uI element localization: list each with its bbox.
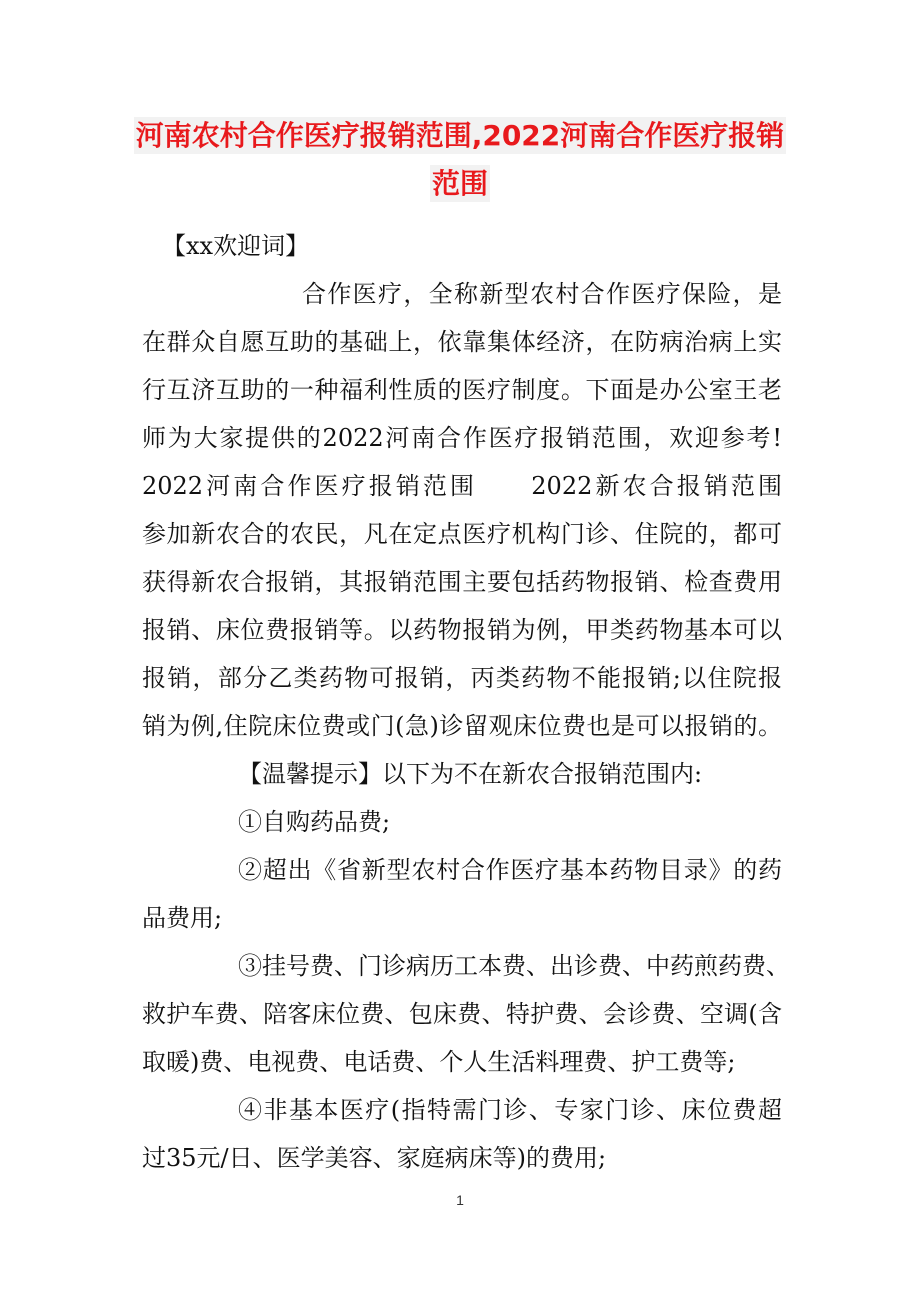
page-number: 1	[456, 1192, 464, 1208]
paragraph-line: 师为大家提供的2022河南合作医疗报销范围，欢迎参考!	[142, 424, 782, 452]
list-item-continuation: 取暖)费、电视费、电话费、个人生活料理费、护工费等;	[142, 1048, 736, 1076]
paragraph-line: 获得新农合报销，其报销范围主要包括药物报销、检查费用	[142, 568, 782, 596]
list-item: ③挂号费、门诊病历工本费、出诊费、中药煎药费、	[238, 952, 790, 980]
list-item: ②超出《省新型农村合作医疗基本药物目录》的药	[238, 856, 782, 884]
list-item-continuation: 过35元/日、医学美容、家庭病床等)的费用;	[142, 1144, 607, 1172]
tip-heading: 【温馨提示】以下为不在新农合报销范围内:	[238, 760, 703, 788]
paragraph-line: 销为例,住院床位费或门(急)诊留观床位费也是可以报销的。	[142, 712, 782, 740]
document-title-line-1	[0, 114, 920, 158]
title-text-2: 范围	[431, 167, 488, 200]
paragraph-line: 合作医疗，全称新型农村合作医疗保险，是	[302, 280, 782, 308]
paragraph-line: 报销，部分乙类药物可报销，丙类药物不能报销;以住院报	[142, 664, 782, 692]
paragraph-line: 2022河南合作医疗报销范围 2022新农合报销范围	[142, 472, 782, 500]
paragraph-line: 参加新农合的农民，凡在定点医疗机构门诊、住院的，都可	[142, 520, 782, 548]
title-text-1: 河南农村合作医疗报销范围,2022河南合作医疗报销	[135, 119, 785, 152]
paragraph-line: 报销、床位费报销等。以药物报销为例，甲类药物基本可以	[142, 616, 782, 644]
list-item-continuation: 救护车费、陪客床位费、包床费、特护费、会诊费、空调(含	[142, 1000, 782, 1028]
list-item-continuation: 品费用;	[142, 904, 223, 932]
welcome-heading: 【xx欢迎词】	[162, 232, 310, 260]
document-title-line-2	[0, 162, 920, 206]
paragraph-line: 行互济互助的一种福利性质的医疗制度。下面是办公室王老	[142, 376, 782, 404]
list-item: ①自购药品费;	[238, 808, 391, 836]
paragraph-line: 在群众自愿互助的基础上，依靠集体经济，在防病治病上实	[142, 328, 782, 356]
list-item: ④非基本医疗(指特需门诊、专家门诊、床位费超	[238, 1096, 782, 1124]
